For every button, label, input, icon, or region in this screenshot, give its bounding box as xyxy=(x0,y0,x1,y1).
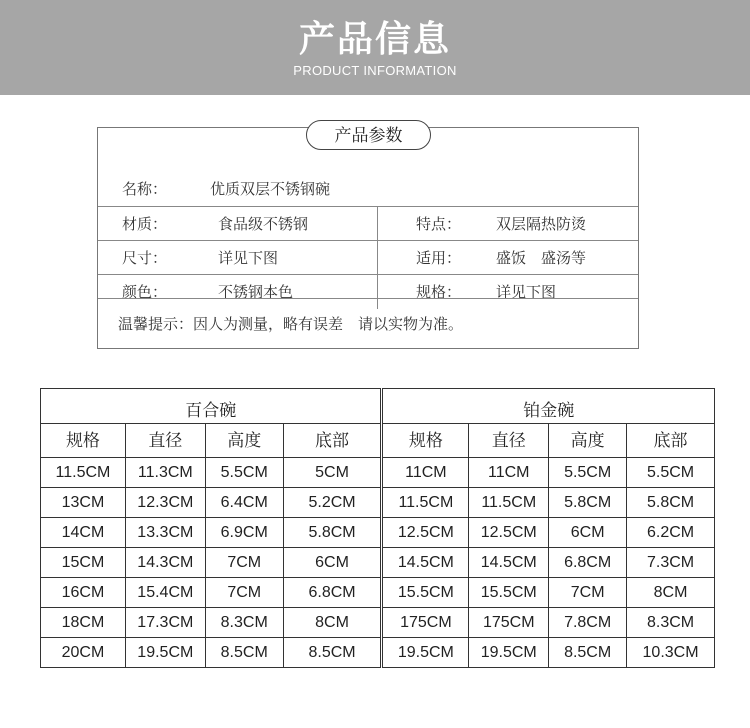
table-cell: 14.3CM xyxy=(125,548,205,578)
table-cell: 5CM xyxy=(283,458,382,488)
param-label: 颜色： xyxy=(122,283,168,301)
table-cell: 11.5CM xyxy=(41,458,126,488)
table-cell: 6CM xyxy=(283,548,382,578)
table-cell: 5.8CM xyxy=(627,488,715,518)
table-cell: 5.2CM xyxy=(283,488,382,518)
param-value: 双层隔热防烫 xyxy=(496,215,587,233)
table-cell: 5.8CM xyxy=(549,488,627,518)
column-header: 直径 xyxy=(469,424,549,458)
table-cell: 6.2CM xyxy=(627,518,715,548)
table-cell: 14.5CM xyxy=(382,548,469,578)
group-lily-bowl: 百合碗 xyxy=(41,389,382,424)
table-cell: 7CM xyxy=(205,578,283,608)
table-cell: 6.8CM xyxy=(549,548,627,578)
column-divider xyxy=(377,241,378,275)
param-label: 特点： xyxy=(416,215,462,233)
table-cell: 16CM xyxy=(41,578,126,608)
param-label: 适用： xyxy=(416,249,462,267)
table-cell: 7.3CM xyxy=(627,548,715,578)
table-cell: 8CM xyxy=(627,578,715,608)
params-row-name xyxy=(98,172,638,206)
params-row xyxy=(98,206,638,241)
table-cell: 8CM xyxy=(283,608,382,638)
table-cell: 13CM xyxy=(41,488,126,518)
params-row xyxy=(98,240,638,275)
size-table xyxy=(40,388,715,668)
table-cell: 5.8CM xyxy=(283,518,382,548)
table-cell: 8.3CM xyxy=(627,608,715,638)
param-value: 盛饭 盛汤等 xyxy=(496,249,587,267)
table-row xyxy=(41,518,715,548)
column-header: 规格 xyxy=(41,424,126,458)
table-cell: 18CM xyxy=(41,608,126,638)
table-cell: 11.3CM xyxy=(125,458,205,488)
group-header-row xyxy=(41,389,715,424)
table-cell: 175CM xyxy=(469,608,549,638)
table-cell: 15CM xyxy=(41,548,126,578)
tip-text: 温馨提示：因人为测量，略有误差 请以实物为准。 xyxy=(98,298,638,350)
table-cell: 19.5CM xyxy=(469,638,549,668)
param-label: 尺寸： xyxy=(122,249,168,267)
param-value: 不锈钢本色 xyxy=(218,283,294,301)
param-value: 食品级不锈钢 xyxy=(218,215,309,233)
table-cell: 19.5CM xyxy=(382,638,469,668)
table-row xyxy=(41,638,715,668)
name-value: 优质双层不锈钢碗 xyxy=(210,180,331,198)
table-row xyxy=(41,548,715,578)
table-cell: 5.5CM xyxy=(549,458,627,488)
table-cell: 8.5CM xyxy=(205,638,283,668)
column-header: 高度 xyxy=(549,424,627,458)
banner-subtitle: PRODUCT INFORMATION xyxy=(293,63,457,78)
table-cell: 6.9CM xyxy=(205,518,283,548)
table-cell: 11.5CM xyxy=(382,488,469,518)
param-value: 详见下图 xyxy=(218,249,279,267)
name-label: 名称： xyxy=(122,180,168,198)
params-heading: 产品参数 xyxy=(306,120,431,150)
table-cell: 11CM xyxy=(469,458,549,488)
column-header: 直径 xyxy=(125,424,205,458)
table-cell: 14.5CM xyxy=(469,548,549,578)
table-cell: 6CM xyxy=(549,518,627,548)
table-row xyxy=(41,488,715,518)
table-cell: 6.8CM xyxy=(283,578,382,608)
table-cell: 10.3CM xyxy=(627,638,715,668)
table-cell: 14CM xyxy=(41,518,126,548)
table-row xyxy=(41,608,715,638)
param-label: 材质： xyxy=(122,215,168,233)
column-header: 规格 xyxy=(382,424,469,458)
table-cell: 12.3CM xyxy=(125,488,205,518)
table-cell: 19.5CM xyxy=(125,638,205,668)
table-cell: 5.5CM xyxy=(205,458,283,488)
column-header-row xyxy=(41,424,715,458)
table-cell: 15.5CM xyxy=(382,578,469,608)
table-cell: 12.5CM xyxy=(469,518,549,548)
table-cell: 13.3CM xyxy=(125,518,205,548)
header-banner xyxy=(0,0,750,95)
table-cell: 8.5CM xyxy=(549,638,627,668)
table-cell: 11CM xyxy=(382,458,469,488)
column-divider xyxy=(377,207,378,241)
table-cell: 17.3CM xyxy=(125,608,205,638)
product-params-box xyxy=(97,127,639,349)
column-header: 高度 xyxy=(205,424,283,458)
table-cell: 6.4CM xyxy=(205,488,283,518)
column-header: 底部 xyxy=(283,424,382,458)
param-label: 规格： xyxy=(416,283,462,301)
table-cell: 7.8CM xyxy=(549,608,627,638)
table-cell: 7CM xyxy=(549,578,627,608)
table-row xyxy=(41,578,715,608)
param-value: 详见下图 xyxy=(496,283,557,301)
table-row xyxy=(41,458,715,488)
group-platinum-bowl: 铂金碗 xyxy=(382,389,715,424)
table-cell: 11.5CM xyxy=(469,488,549,518)
table-cell: 20CM xyxy=(41,638,126,668)
table-cell: 15.4CM xyxy=(125,578,205,608)
table-cell: 5.5CM xyxy=(627,458,715,488)
table-cell: 15.5CM xyxy=(469,578,549,608)
table-cell: 7CM xyxy=(205,548,283,578)
banner-title: 产品信息 xyxy=(298,18,451,60)
table-cell: 175CM xyxy=(382,608,469,638)
table-cell: 12.5CM xyxy=(382,518,469,548)
column-header: 底部 xyxy=(627,424,715,458)
table-cell: 8.5CM xyxy=(283,638,382,668)
table-cell: 8.3CM xyxy=(205,608,283,638)
